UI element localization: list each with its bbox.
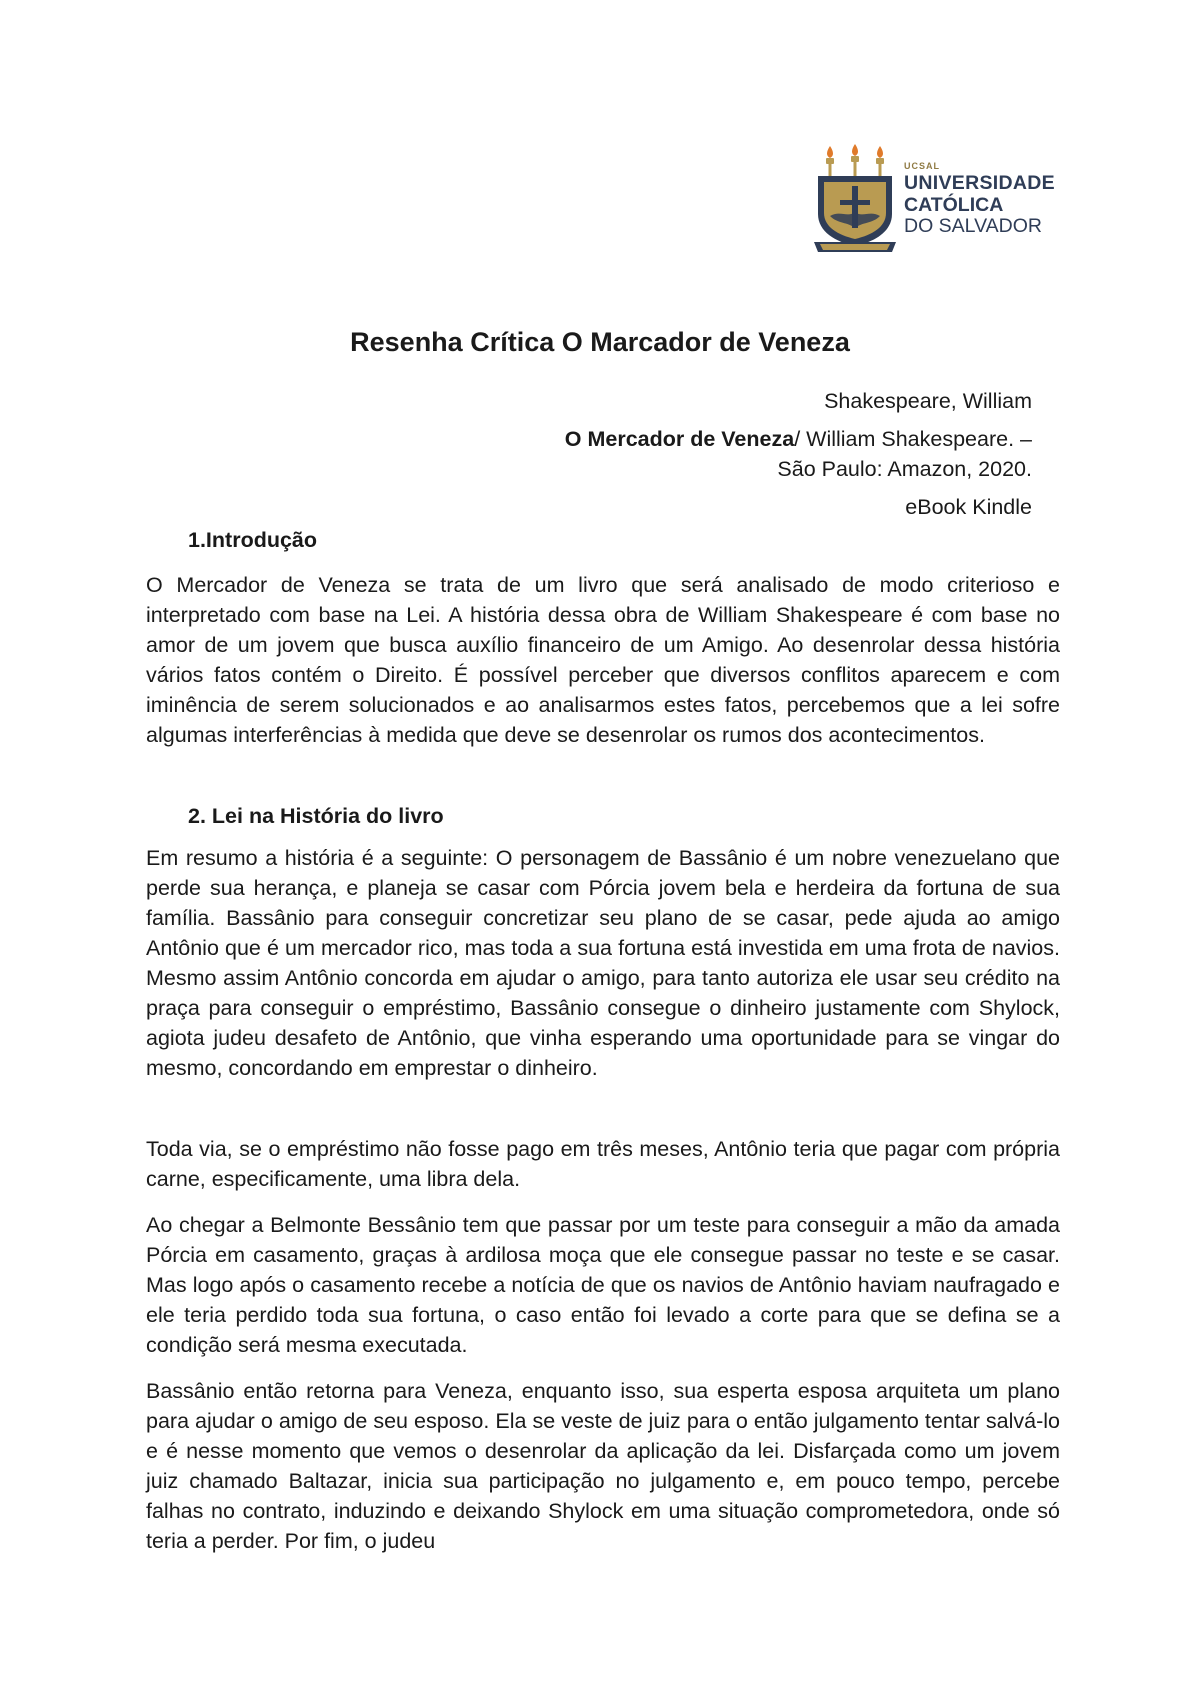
paragraph: Bassânio então retorna para Veneza, enquanto isso, sua esperta esposa arquiteta um plano para ajudar o amigo de seu esposo. Ela se veste de juiz para o então julgamento tentar salvá-lo e é nesse momento que vemos o desenrolar da aplicação da lei. Disfarçada como um jovem juiz chamado Baltazar, inicia sua participação no julgamento e, em pouco tempo, percebe falhas no contrato, induzindo e deixando Shylock em uma situação comprometedora, onde só teria a perder. Por fim, o judeu	[146, 1379, 1060, 1553]
logo-abbreviation: UCSAL	[904, 161, 940, 171]
logo-line-3: DO SALVADOR	[904, 215, 1042, 237]
university-logo	[812, 142, 1062, 260]
logo-line-1: UNIVERSIDADE	[904, 172, 1055, 194]
paragraph: O Mercador de Veneza se trata de um livro que será analisado de modo criterioso e interpretado com base na Lei. A história dessa obra de William Shakespeare é com base no amor de um jovem que busca auxílio financeiro de um Amigo. Ao desenrolar dessa história vários fatos contém o Direito. É possível perceber que diversos conflitos aparecem e com iminência de serem solucionados e ao analisarmos estes fatos, percebemos que a lei sofre algumas interferências à medida que deve se desenrolar os rumos dos acontecimentos.	[146, 573, 1060, 747]
crest-icon	[812, 142, 898, 260]
paragraph: Toda via, se o empréstimo não fosse pago em três meses, Antônio teria que pagar com própria carne, especificamente, uma libra dela.	[146, 1137, 1060, 1191]
reference-book-rest: / William Shakespeare. –	[794, 427, 1032, 451]
logo-wordmark	[904, 162, 1055, 237]
reference-book-title: O Mercador de Veneza	[564, 427, 795, 451]
section-heading-law: 2. Lei na História do livro	[188, 804, 444, 828]
paragraph: Em resumo a história é a seguinte: O personagem de Bassânio é um nobre venezuelano que perde sua herança, e planeja se casar com Pórcia jovem bela e herdeira da fortuna de sua família. Bassânio para conseguir concretizar seu plano de se casar, pede ajuda ao amigo Antônio que é um mercador rico, mas toda a sua fortuna está investida em uma frota de navios. Mesmo assim Antônio concorda em ajudar o amigo, para tanto autoriza ele usar seu crédito na praça para conseguir o empréstimo, Bassânio consegue o dinheiro justamente com Shylock, agiota judeu desafeto de Antônio, que vinha esperando uma oportunidade para se vingar do mesmo, concordando em emprestar o dinheiro.	[146, 846, 1060, 1080]
paragraph: Ao chegar a Belmonte Bessânio tem que passar por um teste para conseguir a mão da amada Pórcia em casamento, graças à ardilosa moça que ele consegue passar no teste e se casar. Mas logo após o casamento recebe a notícia de que os navios de Antônio haviam naufragado e ele teria perdido toda sua fortuna, o caso então foi levado a corte para que se defina se a condição será mesma executada.	[146, 1213, 1060, 1357]
reference-book	[565, 427, 1032, 452]
document-title: Resenha Crítica O Marcador de Veneza	[350, 327, 850, 357]
section-heading-introduction: 1.Introdução	[188, 528, 318, 552]
reference-author: Shakespeare, William	[824, 389, 1032, 413]
reference-publisher: São Paulo: Amazon, 2020.	[777, 457, 1032, 481]
reference-format: eBook Kindle	[905, 495, 1032, 519]
logo-line-2: CATÓLICA	[904, 193, 1004, 216]
